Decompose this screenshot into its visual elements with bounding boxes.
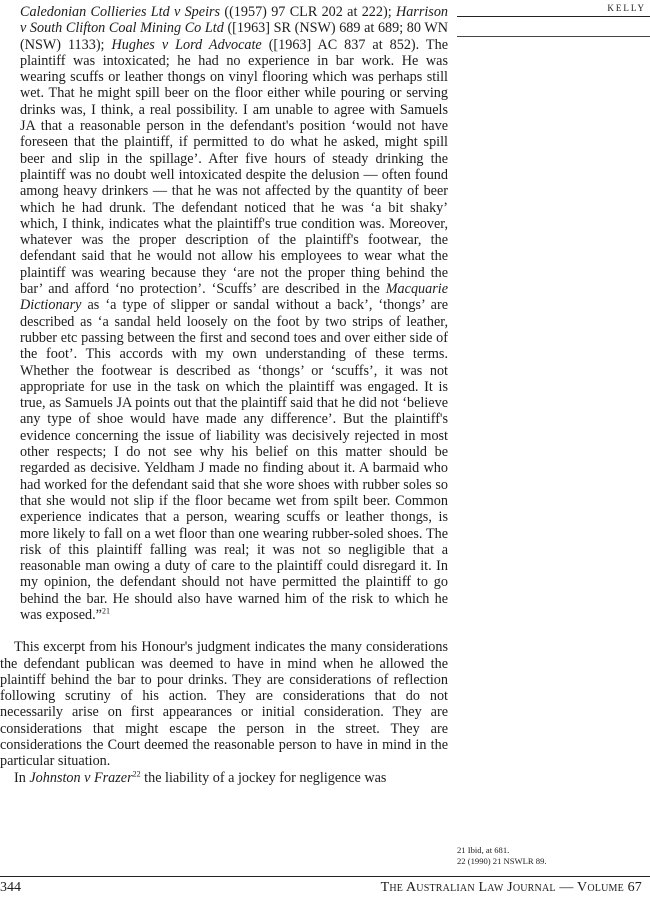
para2-lead: In <box>14 769 30 786</box>
margin-rule <box>457 36 650 37</box>
footnotes <box>457 845 647 867</box>
para2-rest: the liability of a jockey for negligence was <box>140 769 387 786</box>
quote-italic-segment: Hughes v Lord Advocate <box>111 36 262 53</box>
quote-italic-segment: Harrison v South Clifton Coal Mining Co Ltd <box>20 4 449 37</box>
main-column <box>0 4 448 786</box>
case-name-johnston: Johnston v Frazer <box>29 769 133 786</box>
quote-italic-segment: Caledonian Collieries Ltd v Speirs <box>20 4 221 20</box>
quote-text-segment: ([1963] AC 837 at 852). The plaintiff was intoxicated; he had no experience in bar work. He was wearing scuffs or leather thongs on vinyl flooring which was perhaps still wet. That he might spill beer on the floor either while pouring or serving drinks was, I think, a real possibility. I am unable to agree with Samuels JA that a reasonable person in the defendant's position ‘would not have foreseen that the plaintiff, if permitted to do what he asked, might spill beer and slip in the spillage’. After five hours of steady drinking the plaintiff was no doubt well intoxicated despite the delusion — often found among heavy drinkers — that he was not affected by the quantity of beer which he had drunk. The defendant noticed that he was ‘a bit shaky’ which, I think, indicates what the plaintiff's true condition was. Moreover, whatever was the proper description of the plaintiff's footwear, the defendant said that he would not allow his employees to wear what the plaintiff was wearing because they ‘are not the proper thing behind the bar’ and afford ‘no protection’. ‘Scuffs’ are described in the <box>20 36 448 298</box>
footnote-22: 22 (1990) 21 NSWLR 89. <box>457 856 547 866</box>
quote-paragraph <box>20 4 448 623</box>
quote-text-segment: ([1963] SR (NSW) 689 at 689; 80 WN (NSW) 1133); <box>20 20 448 53</box>
body-paragraph-2 <box>0 770 448 786</box>
block-quote <box>20 4 448 623</box>
quote-text-segment: ((1957) 97 CLR 202 at 222); <box>220 4 396 20</box>
footer-rule <box>0 876 650 877</box>
journal-title: The Australian Law Journal — Volume 67 <box>380 880 642 895</box>
quote-text-segment: as ‘a type of slipper or sandal without a back’, ‘thongs’ are described as ‘a sandal held loosely on the foot by two strips of leather, rubber etc passing between the first and second toes and over either side of the foot’. This accords with my own understanding of these terms. Whether the footwear is described as ‘thongs’ or ‘scuffs’, it was not appropriate for use in the task on which the plaintiff was engaged. It is true, as Samuels JA points out that the plaintiff said that he did not ‘believe any type of shoe would have made any difference’. But the plaintiff's evidence concerning the issue of liability was decisively rejected in most other respects; I do not see why his belief on this matter should be regarded as decisive. Yeldham J made no finding about it. A barmaid who had worked for the defendant said that she wore shoes with rubber soles so that she would not slip if the floor became wet from spilt beer. Common experience indicates that a person, wearing scuffs or leather thongs, is more likely to fall on a wet floor than one wearing rubber-soled shoes. The risk of this plaintiff falling was real; it was not so negligible that a reasonable man owing a duty of care to the plaintiff could disregard it. In my opinion, the defendant should not have permitted the plaintiff to go behind the bar. He should also have warned him of the risk to which he was exposed.” <box>20 297 448 623</box>
footnote-ref-22: 22 <box>132 768 141 778</box>
page-number: 344 <box>0 880 21 895</box>
footnote-21: 21 Ibid, at 681. <box>457 845 510 855</box>
body-text <box>0 639 448 786</box>
quote-italic-segment: Macquarie Dictionary <box>20 281 448 314</box>
running-head: KELLY <box>607 3 646 13</box>
body-paragraph-1: This excerpt from his Honour's judgment indicates the many considerations the defendant publican was deemed to have in mind when he allowed the plaintiff behind the bar to pour drinks. They are considerations of reflection following scrutiny of his action. They are considerations that do not necessarily arise on first appearances or initial consideration. They are considerations that might escape the person in the street. They are considerations the Court deemed the reasonable person to have in mind in the particular situation. <box>0 639 448 770</box>
footnote-ref-21: 21 <box>101 606 110 616</box>
running-head-rule <box>457 16 650 17</box>
